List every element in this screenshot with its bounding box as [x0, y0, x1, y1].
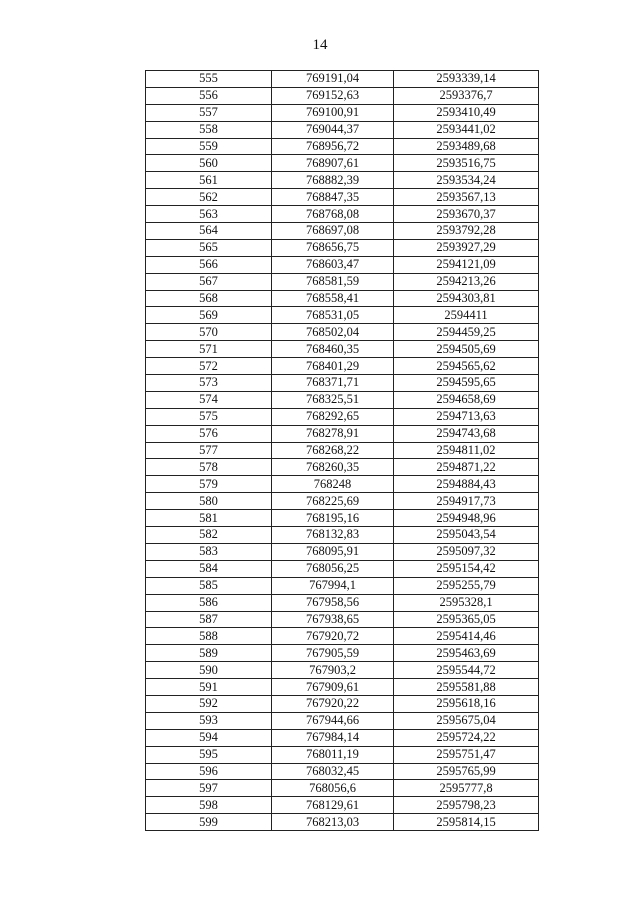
y-coordinate-cell: 2595414,46	[394, 628, 539, 645]
point-number-cell: 589	[146, 645, 272, 662]
y-coordinate-cell: 2595814,15	[394, 814, 539, 831]
y-coordinate-cell: 2594505,69	[394, 341, 539, 358]
table-row	[146, 797, 539, 814]
table-row	[146, 560, 539, 577]
point-number-cell: 574	[146, 391, 272, 408]
table-row	[146, 543, 539, 560]
table-row	[146, 172, 539, 189]
point-number-cell: 587	[146, 611, 272, 628]
point-number-cell: 577	[146, 442, 272, 459]
x-coordinate-cell: 767920,22	[272, 695, 394, 712]
y-coordinate-cell: 2593927,29	[394, 239, 539, 256]
point-number-cell: 568	[146, 290, 272, 307]
x-coordinate-cell: 767920,72	[272, 628, 394, 645]
y-coordinate-cell: 2595675,04	[394, 712, 539, 729]
x-coordinate-cell: 768581,59	[272, 273, 394, 290]
point-number-cell: 578	[146, 459, 272, 476]
table-row	[146, 476, 539, 493]
point-number-cell: 562	[146, 189, 272, 206]
point-number-cell: 588	[146, 628, 272, 645]
x-coordinate-cell: 768371,71	[272, 375, 394, 392]
point-number-cell: 595	[146, 746, 272, 763]
x-coordinate-cell: 768056,6	[272, 780, 394, 797]
point-number-cell: 582	[146, 527, 272, 544]
point-number-cell: 567	[146, 273, 272, 290]
y-coordinate-cell: 2594411	[394, 307, 539, 324]
page-number: 14	[312, 37, 328, 53]
table-row	[146, 273, 539, 290]
x-coordinate-cell: 769191,04	[272, 71, 394, 88]
table-row	[146, 729, 539, 746]
point-number-cell: 590	[146, 662, 272, 679]
table-row	[146, 341, 539, 358]
point-number-cell: 598	[146, 797, 272, 814]
point-number-cell: 575	[146, 408, 272, 425]
x-coordinate-cell: 768129,61	[272, 797, 394, 814]
table-row	[146, 71, 539, 88]
y-coordinate-cell: 2593670,37	[394, 206, 539, 223]
y-coordinate-cell: 2594884,43	[394, 476, 539, 493]
y-coordinate-cell: 2595328,1	[394, 594, 539, 611]
table-row	[146, 155, 539, 172]
table-row	[146, 695, 539, 712]
y-coordinate-cell: 2594658,69	[394, 391, 539, 408]
x-coordinate-cell: 768882,39	[272, 172, 394, 189]
table-row	[146, 206, 539, 223]
x-coordinate-cell: 767958,56	[272, 594, 394, 611]
x-coordinate-cell: 768292,65	[272, 408, 394, 425]
point-number-cell: 570	[146, 324, 272, 341]
point-number-cell: 594	[146, 729, 272, 746]
point-number-cell: 556	[146, 87, 272, 104]
point-number-cell: 576	[146, 425, 272, 442]
y-coordinate-cell: 2593376,7	[394, 87, 539, 104]
y-coordinate-cell: 2594303,81	[394, 290, 539, 307]
x-coordinate-cell: 768225,69	[272, 493, 394, 510]
point-number-cell: 571	[146, 341, 272, 358]
y-coordinate-cell: 2594713,63	[394, 408, 539, 425]
table-row	[146, 780, 539, 797]
x-coordinate-cell: 768132,83	[272, 527, 394, 544]
x-coordinate-cell: 768268,22	[272, 442, 394, 459]
x-coordinate-cell: 768603,47	[272, 256, 394, 273]
y-coordinate-cell: 2595618,16	[394, 695, 539, 712]
table-row	[146, 662, 539, 679]
y-coordinate-cell: 2594743,68	[394, 425, 539, 442]
x-coordinate-cell: 768325,51	[272, 391, 394, 408]
y-coordinate-cell: 2593534,24	[394, 172, 539, 189]
x-coordinate-cell: 768907,61	[272, 155, 394, 172]
point-number-cell: 572	[146, 358, 272, 375]
table-row	[146, 408, 539, 425]
x-coordinate-cell: 768260,35	[272, 459, 394, 476]
point-number-cell: 592	[146, 695, 272, 712]
y-coordinate-cell: 2594213,26	[394, 273, 539, 290]
point-number-cell: 583	[146, 543, 272, 560]
y-coordinate-cell: 2595463,69	[394, 645, 539, 662]
table-row	[146, 611, 539, 628]
y-coordinate-cell: 2595544,72	[394, 662, 539, 679]
y-coordinate-cell: 2595777,8	[394, 780, 539, 797]
table-row	[146, 104, 539, 121]
point-number-cell: 559	[146, 138, 272, 155]
x-coordinate-cell: 768056,25	[272, 560, 394, 577]
x-coordinate-cell: 768195,16	[272, 510, 394, 527]
y-coordinate-cell: 2595724,22	[394, 729, 539, 746]
y-coordinate-cell: 2594121,09	[394, 256, 539, 273]
point-number-cell: 573	[146, 375, 272, 392]
table-row	[146, 121, 539, 138]
x-coordinate-cell: 767909,61	[272, 679, 394, 696]
point-number-cell: 585	[146, 577, 272, 594]
table-row	[146, 763, 539, 780]
y-coordinate-cell: 2595581,88	[394, 679, 539, 696]
y-coordinate-cell: 2595154,42	[394, 560, 539, 577]
table-row	[146, 746, 539, 763]
x-coordinate-cell: 767984,14	[272, 729, 394, 746]
table-row	[146, 290, 539, 307]
x-coordinate-cell: 768213,03	[272, 814, 394, 831]
table-row	[146, 459, 539, 476]
x-coordinate-cell: 768956,72	[272, 138, 394, 155]
x-coordinate-cell: 768697,08	[272, 223, 394, 240]
x-coordinate-cell: 768401,29	[272, 358, 394, 375]
y-coordinate-cell: 2593489,68	[394, 138, 539, 155]
table-row	[146, 628, 539, 645]
y-coordinate-cell: 2594565,62	[394, 358, 539, 375]
coordinates-table	[145, 70, 539, 831]
y-coordinate-cell: 2593410,49	[394, 104, 539, 121]
x-coordinate-cell: 768847,35	[272, 189, 394, 206]
point-number-cell: 560	[146, 155, 272, 172]
x-coordinate-cell: 768531,05	[272, 307, 394, 324]
x-coordinate-cell: 768248	[272, 476, 394, 493]
table-row	[146, 239, 539, 256]
table-row	[146, 391, 539, 408]
x-coordinate-cell: 767905,59	[272, 645, 394, 662]
point-number-cell: 596	[146, 763, 272, 780]
y-coordinate-cell: 2594948,96	[394, 510, 539, 527]
table-row	[146, 577, 539, 594]
point-number-cell: 581	[146, 510, 272, 527]
y-coordinate-cell: 2594595,65	[394, 375, 539, 392]
x-coordinate-cell: 768502,04	[272, 324, 394, 341]
x-coordinate-cell: 768558,41	[272, 290, 394, 307]
x-coordinate-cell: 767944,66	[272, 712, 394, 729]
y-coordinate-cell: 2594871,22	[394, 459, 539, 476]
table-row	[146, 645, 539, 662]
point-number-cell: 580	[146, 493, 272, 510]
x-coordinate-cell: 768656,75	[272, 239, 394, 256]
table-row	[146, 814, 539, 831]
table-row	[146, 679, 539, 696]
table-row	[146, 358, 539, 375]
x-coordinate-cell: 769044,37	[272, 121, 394, 138]
point-number-cell: 569	[146, 307, 272, 324]
point-number-cell: 565	[146, 239, 272, 256]
table-row	[146, 712, 539, 729]
point-number-cell: 586	[146, 594, 272, 611]
x-coordinate-cell: 767903,2	[272, 662, 394, 679]
y-coordinate-cell: 2595365,05	[394, 611, 539, 628]
x-coordinate-cell: 768011,19	[272, 746, 394, 763]
x-coordinate-cell: 768278,91	[272, 425, 394, 442]
point-number-cell: 563	[146, 206, 272, 223]
table-row	[146, 527, 539, 544]
table-row	[146, 87, 539, 104]
y-coordinate-cell: 2593441,02	[394, 121, 539, 138]
point-number-cell: 561	[146, 172, 272, 189]
table-row	[146, 493, 539, 510]
point-number-cell: 593	[146, 712, 272, 729]
table-row	[146, 324, 539, 341]
x-coordinate-cell: 767938,65	[272, 611, 394, 628]
point-number-cell: 591	[146, 679, 272, 696]
point-number-cell: 584	[146, 560, 272, 577]
point-number-cell: 599	[146, 814, 272, 831]
point-number-cell: 566	[146, 256, 272, 273]
point-number-cell: 579	[146, 476, 272, 493]
table-row	[146, 510, 539, 527]
x-coordinate-cell: 768768,08	[272, 206, 394, 223]
x-coordinate-cell: 768032,45	[272, 763, 394, 780]
y-coordinate-cell: 2595751,47	[394, 746, 539, 763]
point-number-cell: 555	[146, 71, 272, 88]
x-coordinate-cell: 767994,1	[272, 577, 394, 594]
y-coordinate-cell: 2594459,25	[394, 324, 539, 341]
table-row	[146, 189, 539, 206]
table-row	[146, 425, 539, 442]
table-row	[146, 442, 539, 459]
y-coordinate-cell: 2594917,73	[394, 493, 539, 510]
x-coordinate-cell: 769100,91	[272, 104, 394, 121]
point-number-cell: 564	[146, 223, 272, 240]
point-number-cell: 597	[146, 780, 272, 797]
y-coordinate-cell: 2593339,14	[394, 71, 539, 88]
x-coordinate-cell: 768095,91	[272, 543, 394, 560]
y-coordinate-cell: 2595255,79	[394, 577, 539, 594]
table-row	[146, 256, 539, 273]
point-number-cell: 558	[146, 121, 272, 138]
table-row	[146, 307, 539, 324]
y-coordinate-cell: 2595043,54	[394, 527, 539, 544]
x-coordinate-cell: 768460,35	[272, 341, 394, 358]
point-number-cell: 557	[146, 104, 272, 121]
y-coordinate-cell: 2594811,02	[394, 442, 539, 459]
table-row	[146, 138, 539, 155]
y-coordinate-cell: 2595798,23	[394, 797, 539, 814]
table-row	[146, 594, 539, 611]
y-coordinate-cell: 2595097,32	[394, 543, 539, 560]
table-row	[146, 223, 539, 240]
y-coordinate-cell: 2593792,28	[394, 223, 539, 240]
y-coordinate-cell: 2593567,13	[394, 189, 539, 206]
x-coordinate-cell: 769152,63	[272, 87, 394, 104]
coordinates-table-body	[146, 71, 539, 831]
y-coordinate-cell: 2595765,99	[394, 763, 539, 780]
table-row	[146, 375, 539, 392]
y-coordinate-cell: 2593516,75	[394, 155, 539, 172]
